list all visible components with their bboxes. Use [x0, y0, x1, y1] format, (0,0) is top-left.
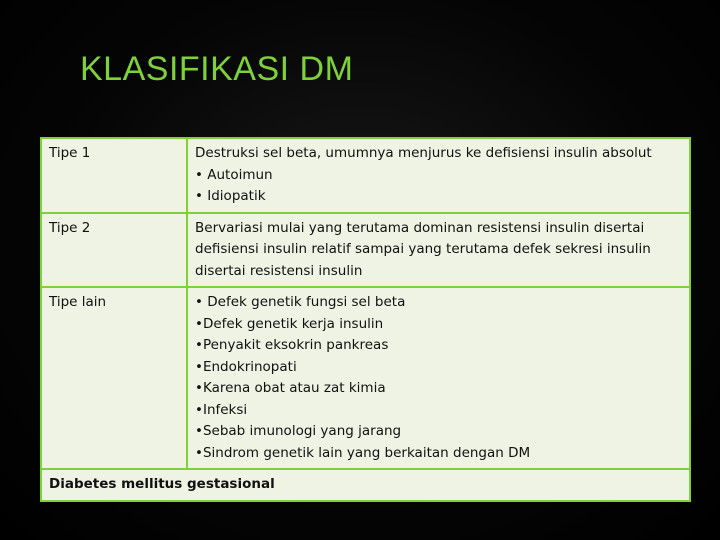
table-row	[41, 469, 690, 501]
table-row	[41, 213, 690, 288]
description-cell	[187, 138, 690, 213]
description-line: Bervariasi mulai yang terutama dominan resistensi insulin disertai defisiensi insulin relatif sampai yang terutama defek sekresi insulin disertai resistensi insulin	[195, 219, 651, 279]
bullet-item: •Infeksi	[195, 401, 248, 418]
table-row	[41, 138, 690, 213]
description-cell	[187, 213, 690, 288]
description-line: Destruksi sel beta, umumnya menjurus ke defisiensi insulin absolut	[195, 145, 652, 161]
bullet-item: •Sebab imunologi yang jarang	[195, 423, 402, 439]
gestational-cell: Diabetes mellitus gestasional	[41, 469, 690, 501]
description-cell	[187, 287, 690, 469]
bullet-item: •Sindrom genetik lain yang berkaitan dengan DM	[195, 444, 531, 461]
bullet-item: •Penyakit eksokrin pankreas	[195, 337, 389, 353]
type-cell: Tipe 1	[41, 138, 187, 213]
bullet-item: •Endokrinopati	[195, 358, 297, 375]
type-cell: Tipe 2	[41, 213, 187, 288]
table-row	[41, 287, 690, 469]
bullet-item: • Defek genetik fungsi sel beta	[195, 294, 406, 310]
bullet-item: • Idiopatik	[195, 188, 266, 204]
bullet-item: • Autoimun	[195, 166, 273, 183]
classification-table	[40, 137, 691, 502]
bullet-item: •Defek genetik kerja insulin	[195, 315, 384, 332]
slide-title: KLASIFIKASI DM	[80, 50, 354, 88]
type-cell: Tipe lain	[41, 287, 187, 469]
bullet-item: •Karena obat atau zat kimia	[195, 380, 386, 396]
